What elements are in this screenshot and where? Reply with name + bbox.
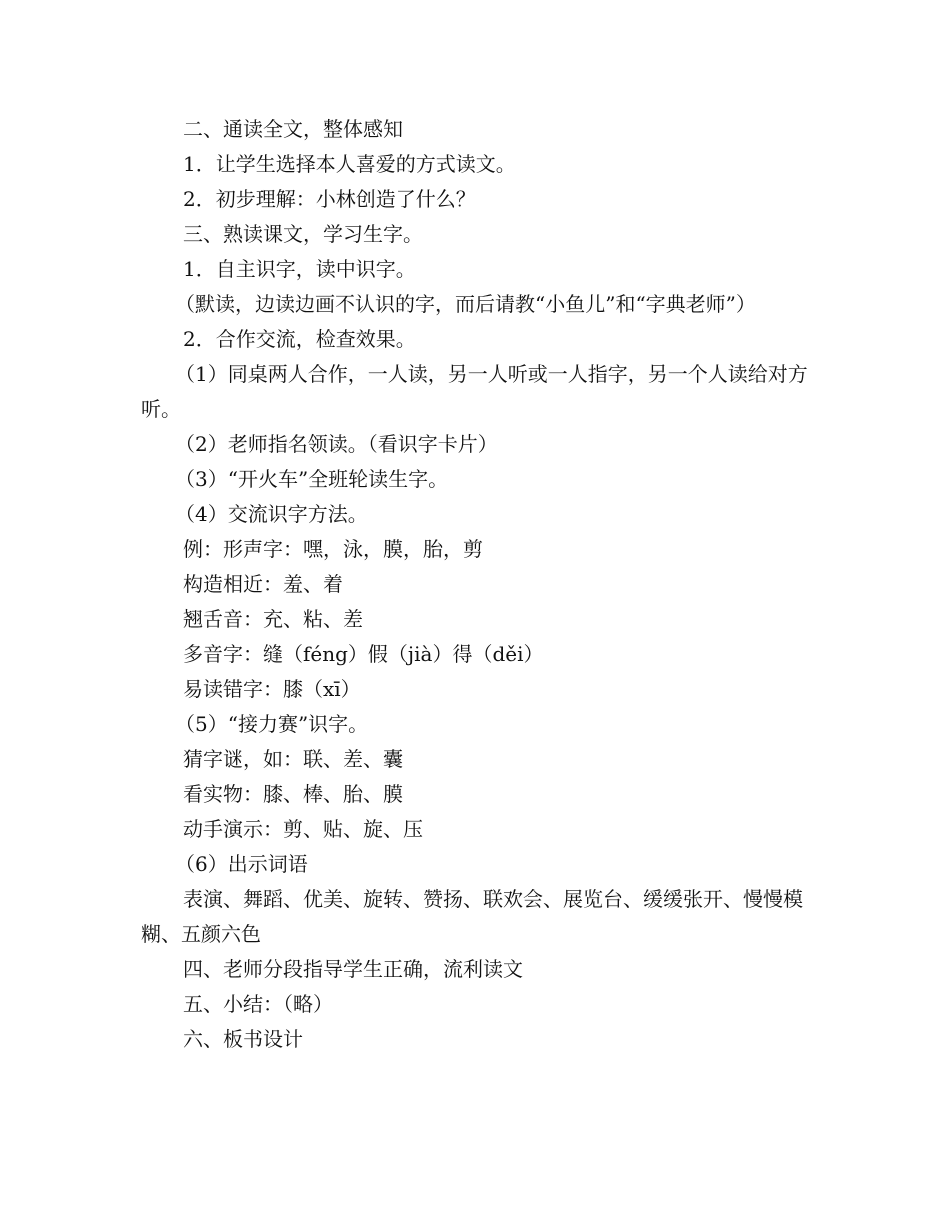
paragraph: 翘舌音：充、粘、差 (183, 607, 363, 631)
list-item: （5）“接力赛”识字。 (175, 712, 369, 736)
paragraph: 看实物：膝、棒、胎、膜 (183, 782, 403, 806)
section-heading: 二、通读全文，整体感知 (183, 117, 403, 141)
list-item: （4）交流识字方法。 (175, 502, 368, 526)
paragraph: 构造相近：羞、着 (183, 572, 343, 596)
list-item: 2．初步理解：小林创造了什么？ (183, 187, 476, 211)
paragraph: 易读错字：膝（xī） (183, 677, 361, 701)
list-item: （6）出示词语 (175, 852, 308, 876)
list-item: 1．自主识字，读中识字。 (183, 257, 416, 281)
paragraph: 猜字谜，如：联、差、囊 (183, 747, 403, 771)
paragraph: 动手演示：剪、贴、旋、压 (183, 817, 423, 841)
paragraph: 表演、舞蹈、优美、旋转、赞扬、联欢会、展览台、缓缓张开、慢慢模糊、五颜六色 (141, 887, 803, 946)
section-heading: 五、小结：（略） (183, 992, 333, 1016)
paragraph: 多音字：缝（féng）假（jià）得（děi） (183, 642, 544, 666)
paragraph: （1）同桌两人合作，一人读，另一人听或一人指字，另一个人读给对方听。 (141, 362, 808, 421)
section-heading: 四、老师分段指导学生正确，流利读文 (183, 957, 523, 981)
section-heading: 六、板书设计 (183, 1027, 303, 1051)
document-body (141, 112, 811, 1057)
list-item: 2．合作交流，检查效果。 (183, 327, 416, 351)
list-item: （2）老师指名领读。（看识字卡片） (175, 432, 498, 456)
paragraph: （默读，边读边画不认识的字，而后请教“小鱼儿”和“字典老师”） (175, 292, 756, 316)
list-item: （3）“开火车”全班轮读生字。 (175, 467, 449, 491)
section-heading: 三、熟读课文，学习生字。 (183, 222, 423, 246)
list-item: 1．让学生选择本人喜爱的方式读文。 (183, 152, 516, 176)
paragraph: 例：形声字：嘿，泳，膜，胎，剪 (183, 537, 483, 561)
